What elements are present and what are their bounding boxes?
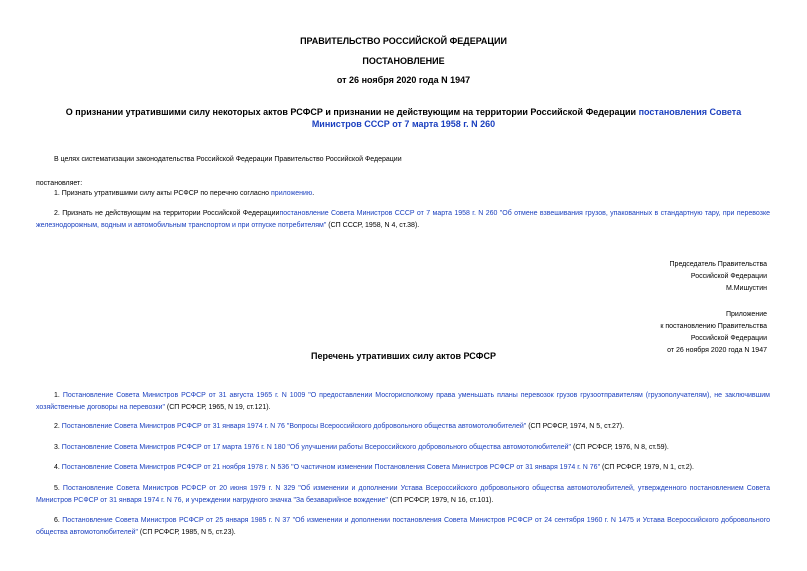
list-item-source: (СП РСФСР, 1979, N 1, ст.2). [600,464,694,471]
list-item-number: 4. [54,464,62,471]
item-1 [54,188,314,200]
list-item-source: (СП РСФСР, 1979, N 16, ст.101). [387,497,494,504]
appendix-heading: Перечень утративших силу актов РСФСР [311,351,496,361]
list-item-1 [36,390,770,414]
item-1-end: . [312,190,315,197]
list-item-number: 3. [54,444,62,451]
list-item-link[interactable]: Постановление Совета Министров РСФСР от 21 ноября 1978 г. N 536 "О частичном изменении Постановления Совета Министров РСФСР от 31 января 1974 г. N 76" [61,464,601,471]
signature-position-1: Председатель Правительства [669,261,767,268]
appendix-line-4: от 26 ноября 2020 года N 1947 [667,347,767,354]
government-heading: ПРАВИТЕЛЬСТВО РОССИЙСКОЙ ФЕДЕРАЦИИ [300,36,507,46]
signature-position-2: Российской Федерации [690,273,767,280]
list-item-link[interactable]: Постановление Совета Министров РСФСР от 25 января 1985 г. N 37 "Об изменении и дополнении постановления Совета Министров РСФСР от 24 сентября 1960 г. N 1475 и Устава Всероссийского добровольного общества автомотолюбителей" [36,517,770,536]
item-1-link[interactable]: приложению [271,190,313,197]
appendix-line-2: к постановлению Правительства [660,323,767,330]
document-date-number: от 26 ноября 2020 года N 1947 [336,75,471,85]
item-1-text: 1. Признать утратившими силу акты РСФСР по перечню согласно [54,190,272,197]
item-2 [36,208,770,232]
list-item-6 [36,515,770,539]
appendix-line-3: Российской Федерации [690,335,767,342]
list-item-link[interactable]: Постановление Совета Министров РСФСР от 20 июня 1979 г. N 329 "Об изменении и дополнении Устава Всероссийского добровольного общества автомотолюбителей, утвержденного постановлением Совета Министров РСФСР от 31 января 1974 г. N 76, и учреждении нагрудного значка "За безаварийное вождение" [36,485,770,504]
item-2-text: 2. Признать не действующим на территории Российской Федерации [54,210,280,217]
list-item-source: (СП РСФСР, 1974, N 5, ст.27). [526,423,625,430]
item-2-end: (СП СССР, 1958, N 4, ст.38). [326,222,420,229]
list-item-link[interactable]: Постановление Совета Министров РСФСР от 31 января 1974 г. N 76 "Вопросы Всероссийского добровольного общества автомотолюбителей" [61,423,527,430]
decides-text: постановляет: [36,180,83,187]
list-item-source: (СП РСФСР, 1965, N 19, ст.121). [164,404,271,411]
title-link[interactable]: постановления Совета Министров СССР от 7 марта 1958 г. N 260 [311,107,742,129]
title-text: О признании утратившими силу некоторых актов РСФСР и признании не действующим на территории Российской Федерации [65,107,639,117]
list-item-link[interactable]: Постановление Совета Министров РСФСР от 17 марта 1976 г. N 180 "Об улучшении работы Всероссийского добровольного общества автомотолюбителей" [61,444,572,451]
signature-block [670,259,767,295]
list-item-link[interactable]: Постановление Совета Министров РСФСР от 31 августа 1965 г. N 1009 "О предоставлении Мосгорисполкому права уменьшать планы перевозок грузов грузоотправителям (грузополучателям), не заключившим хозяйственные договоры на перевозки" [36,392,770,411]
list-item-3 [36,442,770,454]
list-item-source: (СП РСФСР, 1976, N 8, ст.59). [571,444,669,451]
document-title [40,106,767,130]
list-item-source: (СП РСФСР, 1985, N 5, ст.23). [137,529,236,536]
appendix-line-1: Приложение [725,311,767,318]
list-item-4 [36,462,770,474]
list-item-number: 5. [54,485,63,492]
list-item-number: 2. [54,423,62,430]
list-item-number: 6. [54,517,63,524]
list-item-2 [36,421,770,433]
item-2-link[interactable]: постановление Совета Министров СССР от 7 марта 1958 г. N 260 "Об отмене взвешивания грузов, упакованных в стандартную тару, при перевозке железнодорожным, водным и автомобильным транспортом и при отпуске потребителям" [36,210,770,229]
intro-text: В целях систематизации законодательства Российской Федерации Правительство Российской Федерации [54,156,402,163]
document-type: ПОСТАНОВЛЕНИЕ [362,56,445,66]
signature-name: М.Мишустин [725,285,767,292]
list-item-number: 1. [54,392,63,399]
appendix-block [660,309,767,357]
list-item-5 [36,483,770,507]
